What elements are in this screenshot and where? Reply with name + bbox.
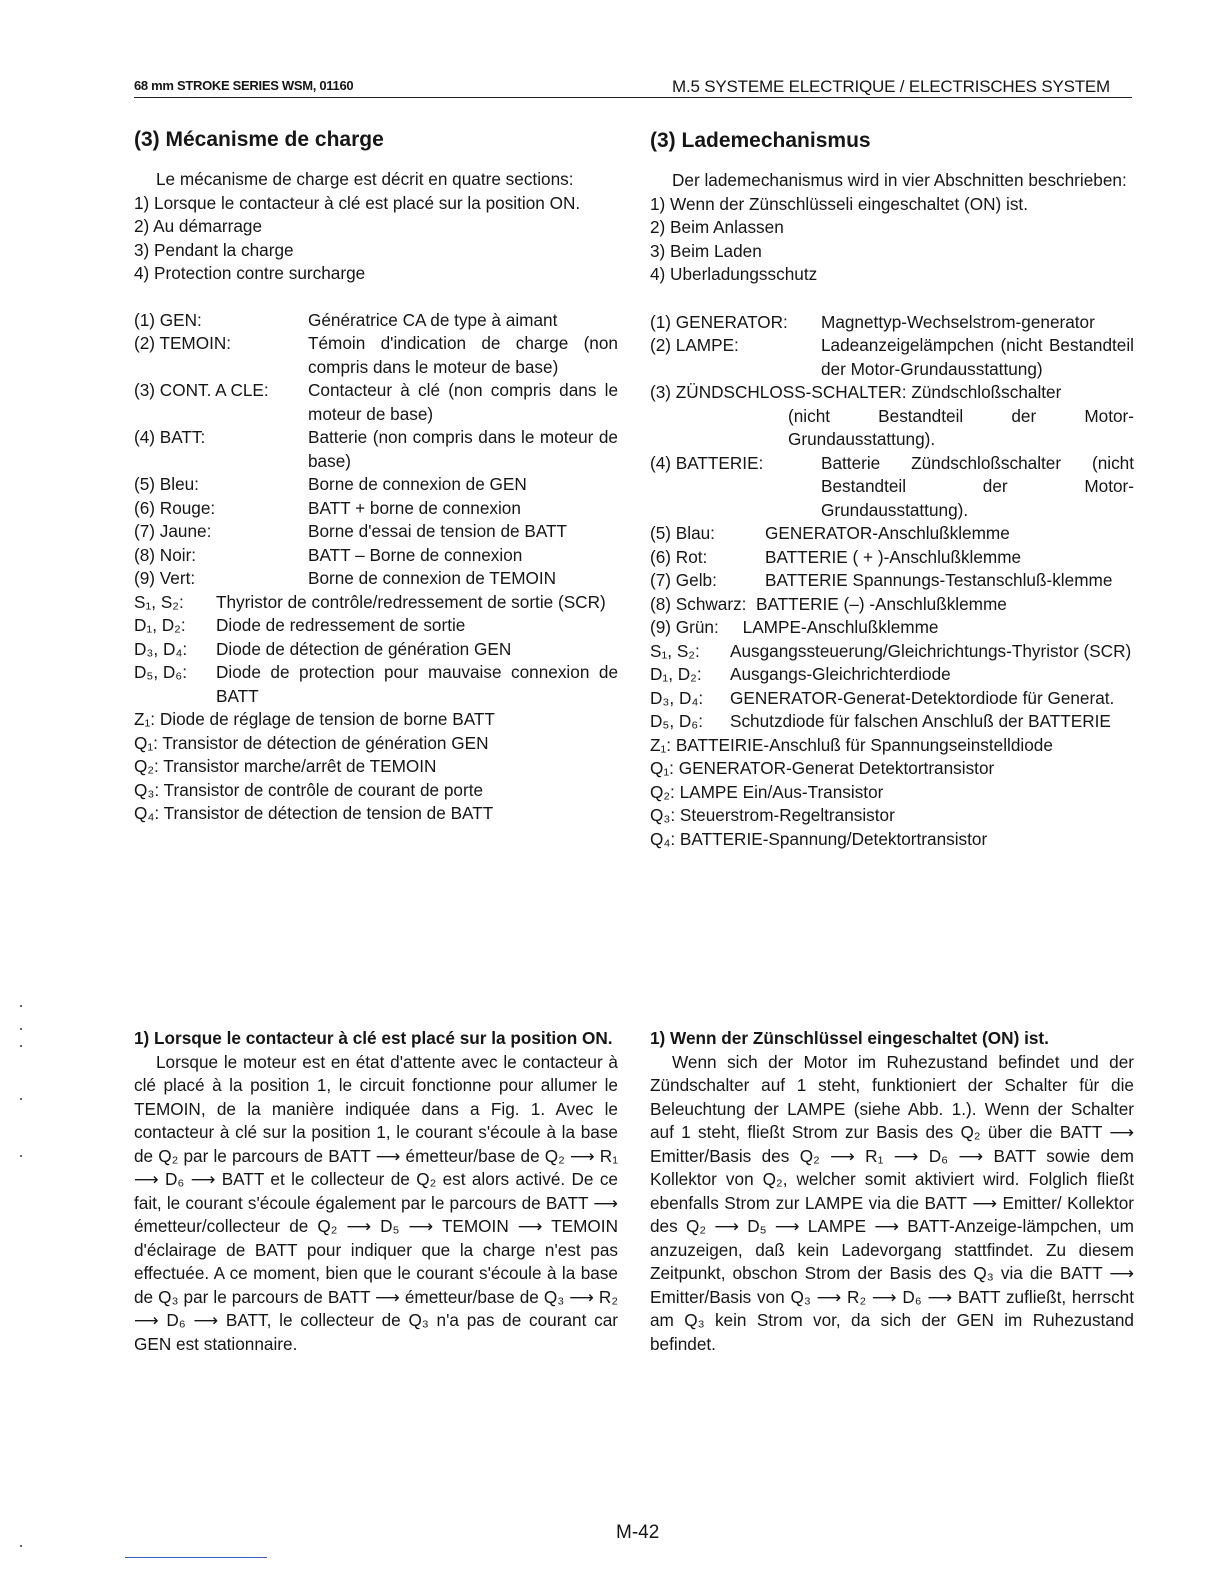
de-comp-term: (4) BATTERIE: [650,452,764,473]
de-part-term: D₅, D₆: [650,711,704,731]
fr-part-term: D₃, D₄: [134,638,188,659]
de-section-item: 2) Beim Anlassen [650,217,784,237]
fr-comp-term: (6) Rouge: [134,497,216,518]
fr-comp-desc: BATT + borne de connexion [308,497,521,518]
fr-part-desc: Diode de détection de génération GEN [216,638,512,659]
fr-comp-term: (2) TEMOIN: [134,333,232,353]
fr-comp-term: (5) Bleu: [134,474,199,494]
fr-intro: Le mécanisme de charge est décrit en quatre sections: [156,169,574,189]
fr-part-term: D₅, D₆: [134,662,188,682]
de-list-line: Q₁: GENERATOR-Generat Detektortransistor [650,758,995,778]
fr-comp-term: (7) Jaune: [134,521,212,541]
de-sections [650,193,1134,287]
de-comp-desc: Ladeanzeigelämpchen (nicht Bestandteil der Motor-Grundausstattung) [821,335,1134,379]
scan-dot [20,1545,22,1547]
fr-section-item: 3) Pendant la charge [134,239,294,260]
de-title: (3) Lademechanismus [650,129,871,152]
de-part-desc: Schutzdiode für falschen Anschluß der BATTERIE [730,711,1111,731]
de-comp3-head: (3) ZÜNDSCHLOSS-SCHALTER: Zündschloßschalter [650,382,1062,402]
de-comp-desc: BATTERIE Spannungs-Testanschluß-klemme [765,570,1113,590]
header-right: M.5 SYSTEME ELECTRIQUE / ELECTRISCHES SYSTEM [672,77,1111,96]
de-comp-desc: GENERATOR-Anschlußklemme [765,523,1010,543]
french-subsection [134,1027,618,1356]
fr-comp-term: (4) BATT: [134,427,206,447]
de-parts [650,640,1134,734]
fr-part-desc: Diode de protection pour mauvaise connexion de BATT [216,662,618,706]
fr-list-line: Z₁: Diode de réglage de tension de borne BATT [134,709,495,729]
de-transistor-list [650,734,1134,852]
fr-comp-term: (8) Noir: [134,544,197,565]
de-part-desc: GENERATOR-Generat-Detektordiode für Generat. [730,687,1115,708]
fr-comp-term: (9) Vert: [134,568,196,588]
scan-dot [20,1005,22,1007]
de-list-line: Q₂: LAMPE Ein/Aus-Transistor [650,781,884,802]
fr-comp-desc: Contacteur à clé (non compris dans le moteur de base) [308,380,618,424]
de-comp-desc: Magnettyp-Wechselstrom-generator [821,311,1095,332]
fr-comp-desc: Témoin d'indication de charge (non compris dans le moteur de base) [308,333,618,377]
de-comp-desc: BATTERIE ( + )-Anschlußklemme [765,546,1022,567]
de-comp-term: (1) GENERATOR: [650,311,788,332]
de-intro: Der lademechanismus wird in vier Abschnitten beschrieben: [672,170,1127,190]
fr-section-item: 1) Lorsque le contacteur à clé est placé sur la position ON. [134,192,581,213]
fr-comp-desc: Génératrice CA de type à aimant [308,309,558,330]
fr-transistor-list [134,708,618,826]
fr-part-term: S₁, S₂: [134,591,184,612]
fr-comp-term: (3) CONT. A CLE: [134,380,269,400]
de-components-c [650,522,1134,593]
fr-title: (3) Mécanisme de charge [134,128,384,151]
fr-section-item: 4) Protection contre surcharge [134,263,366,283]
german-subsection [650,1027,1134,1356]
fr-list-line: Q₄: Transistor de détection de tension de BATT [134,803,494,823]
header-left: 68 mm STROKE SERIES WSM, 01160 [134,78,354,93]
fr-sub-heading: 1) Lorsque le contacteur à clé est placé sur la position ON. [134,1028,613,1048]
de-part-term: S₁, S₂: [650,640,700,661]
de-comp9: (9) Grün: LAMPE-Anschlußklemme [650,617,939,637]
scan-dot [20,1028,22,1030]
scan-dot [20,1045,22,1047]
header-rule [134,97,1132,98]
de-section-item: 4) Uberladungsschutz [650,264,818,284]
page-number: M-42 [616,1522,660,1543]
fr-body: Lorsque le moteur est en état d'attente avec le contacteur à clé placé à la position 1, le circuit fonctionne pour allumer le TEMOIN, de la manière indiquée dans a Fig. 1. Avec le contacteur à clé sur la position 1, le courant s'écoule à la base de Q₂ par le parcours de BATT ⟶ émetteur/base de Q₂ ⟶ R₁ ⟶ D₆ ⟶ BATT et le collecteur de Q₂ est alors activé. De ce fait, le courant s'écoule également par le parcours de BATT ⟶ émetteur/collecteur de Q₂ ⟶ D₅ ⟶ TEMOIN ⟶ TEMOIN d'éclairage de BATT pour indiquer que la charge n'est pas effectuée. A ce moment, bien que le courant s'écoule à la base de Q₃ par le parcours de BATT ⟶ émetteur/base de Q₃ ⟶ R₂ ⟶ D₆ ⟶ BATT, le collecteur de Q₃ n'a pas de courant car GEN est stationnaire. [134,1051,618,1354]
de-part-desc: Ausgangs-Gleichrichterdiode [730,664,951,684]
de-components-a [650,311,1134,382]
de-list-line: Q₃: Steuerstrom-Regeltransistor [650,805,895,825]
de-comp-term: (6) Rot: [650,546,708,567]
fr-comp-desc: Borne d'essai de tension de BATT [308,521,568,541]
de-part-term: D₃, D₄: [650,687,704,708]
fr-list-line: Q₃: Transistor de contrôle de courant de porte [134,779,484,800]
scan-dot [20,1155,22,1157]
fr-parts [134,591,618,709]
de-comp-term: (5) Blau: [650,523,715,543]
de-sub-heading: 1) Wenn der Zünschlüssel eingeschaltet (ON) ist. [650,1028,1049,1048]
fr-sections [134,192,618,286]
fr-list-line: Q₁: Transistor de détection de génération GEN [134,732,489,753]
fr-part-term: D₁, D₂: [134,615,186,635]
de-part-term: D₁, D₂: [650,664,702,684]
de-comp-term: (7) Gelb: [650,570,717,590]
de-section-item: 1) Wenn der Zünschlüsseli eingeschaltet (ON) ist. [650,193,1028,214]
french-column [134,126,618,826]
fr-section-item: 2) Au démarrage [134,216,263,236]
fr-components [134,309,618,591]
de-list-line: Q₄: BATTERIE-Spannung/Detektortransistor [650,828,988,849]
fr-comp-desc: Borne de connexion de TEMOIN [308,568,557,588]
de-comp-term: (2) LAMPE: [650,335,739,355]
de-section-item: 3) Beim Laden [650,240,762,261]
german-column [650,127,1134,851]
de-list-line: Z₁: BATTEIRIE-Anschluß für Spannungseinstelldiode [650,734,1053,755]
fr-part-desc: Diode de redressement de sortie [216,615,466,635]
de-body: Wenn sich der Motor im Ruhezustand befindet und der Zündschalter auf 1 steht, funktioniert der Schalter für die Beleuchtung der LAMPE (siehe Abb. 1.). Wenn der Schalter auf 1 steht, fließt Strom zur Basis des Q₂ über die BATT ⟶ Emitter/Basis des Q₂ ⟶ R₁ ⟶ D₆ ⟶ BATT sowie dem Kollektor von Q₂, welcher somit aktiviert wird. Folglich fließt ebenfalls Strom zur LAMPE via die BATT ⟶ Emitter/ Kollektor des Q₂ ⟶ D₅ ⟶ LAMPE ⟶ BATT-Anzeige-lämpchen, um anzuzeigen, daß kein Ladevorgang stattfindet. Zu diesem Zeitpunkt, obschon Strom der Basis des Q₃ via die BATT ⟶ Emitter/Basis von Q₃ ⟶ R₂ ⟶ D₆ ⟶ BATT zufließt, herrscht am Q₃ kein Strom vor, da sich der GEN im Ruhezustand befindet. [650,1051,1134,1354]
de-comp-desc: Batterie Zündschloßschalter (nicht Bestandteil der Motor-Grundausstattung). [821,452,1134,520]
fr-comp-term: (1) GEN: [134,309,202,330]
de-comp3-cont: (nicht Bestandteil der Motor-Grundausstattung). [788,405,1134,449]
de-part-desc: Ausgangssteuerung/Gleichrichtungs-Thyristor (SCR) [730,640,1132,661]
de-comp8: (8) Schwarz: BATTERIE (–) -Anschlußklemme [650,593,1007,614]
de-components-b [650,452,1134,523]
footer-rule [125,1557,267,1558]
fr-comp-desc: Borne de connexion de GEN [308,474,527,494]
scan-dot [20,1098,22,1100]
fr-part-desc: Thyristor de contrôle/redressement de sortie (SCR) [216,591,606,612]
fr-comp-desc: BATT – Borne de connexion [308,544,523,565]
fr-list-line: Q₂: Transistor marche/arrêt de TEMOIN [134,756,437,776]
fr-comp-desc: Batterie (non compris dans le moteur de base) [308,427,618,471]
